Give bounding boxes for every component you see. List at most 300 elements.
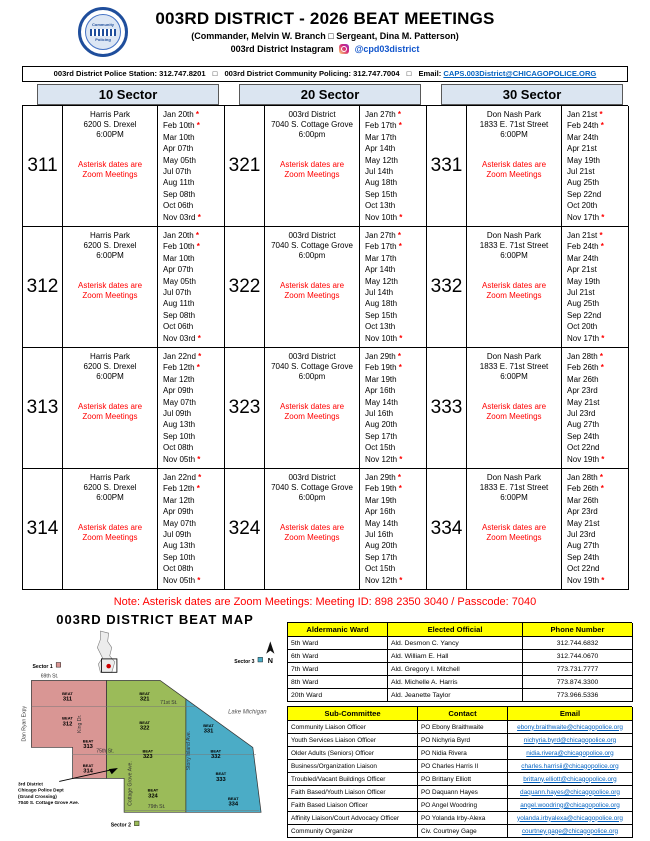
- map-beat-label-312: BEAT 312: [62, 715, 73, 728]
- zoom-asterisk: *: [397, 454, 403, 464]
- instagram-icon: [339, 44, 349, 54]
- map-beat-label-333: BEAT 333: [215, 771, 227, 783]
- table-cell: Community Organizer: [288, 825, 418, 838]
- street-label-71st: 71st St.: [160, 700, 178, 707]
- beat-dates-314: [158, 469, 225, 590]
- zoom-asterisk: *: [599, 212, 605, 222]
- table-cell: 6th Ward: [288, 650, 388, 663]
- map-sector3-region: [186, 699, 261, 812]
- location-line: 6:00PM: [96, 251, 124, 260]
- location-line: Don Nash Park: [486, 473, 542, 482]
- table-cell: 7th Ward: [288, 663, 388, 676]
- zoom-asterisk: *: [597, 352, 604, 361]
- meeting-date: Feb 26th *: [567, 484, 604, 494]
- table-cell: Affinity Liaison/Court Advocacy Officer: [288, 812, 418, 825]
- meeting-date: Sep 17th: [365, 552, 398, 562]
- meeting-date: Jan 22nd *: [163, 473, 202, 482]
- beat-number-313: 313: [23, 348, 63, 469]
- zoom-asterisk: *: [396, 242, 402, 252]
- meeting-date: Jan 21st *: [567, 231, 603, 240]
- zoom-asterisk: *: [597, 473, 604, 482]
- zoom-asterisk: *: [195, 454, 201, 464]
- instagram-handle[interactable]: @cpd03district: [354, 44, 420, 54]
- sector-header-30: 30 Sector: [441, 84, 623, 105]
- location-line: 6200 S. Drexel: [83, 483, 137, 492]
- meeting-date: Oct 15th: [365, 564, 396, 574]
- meeting-date: Apr 16th: [365, 386, 396, 396]
- zoom-asterisk: *: [194, 363, 200, 373]
- zoom-asterisk: *: [598, 121, 604, 131]
- beat-dates-321: [360, 106, 427, 227]
- map-beat-label-311: BEAT 311: [62, 690, 73, 703]
- meeting-date: Jan 22nd *: [163, 352, 202, 361]
- zoom-asterisk: *: [193, 231, 200, 240]
- beat-dates-311: [158, 106, 225, 227]
- email-link[interactable]: angel.woodring@chicagopolice.org: [508, 799, 633, 812]
- meeting-date: Sep 22nd: [567, 310, 602, 320]
- beat-number-321: 321: [225, 106, 265, 227]
- zoom-meetings-note: Asterisk dates are Zoom Meetings: [481, 160, 547, 179]
- table-cell: Youth Services Liaison Officer: [288, 734, 418, 747]
- map-block: [16, 612, 294, 835]
- table-cell: PO Daquann Hayes: [418, 786, 508, 799]
- beat-grid: [22, 105, 628, 590]
- meeting-date: Apr 07th: [163, 144, 194, 154]
- meeting-date: Sep 15th: [365, 189, 398, 199]
- zoom-meetings-note: Asterisk dates are Zoom Meetings: [77, 160, 143, 179]
- zoom-asterisk: *: [597, 110, 603, 119]
- meeting-date: Nov 19th *: [567, 454, 605, 464]
- beat-dates-322: [360, 227, 427, 348]
- hq-annotation-line: 3rd District: [18, 782, 43, 788]
- map-beat-label-322: BEAT 322: [139, 719, 151, 732]
- zoom-asterisk: *: [195, 333, 201, 343]
- meeting-date: Sep 17th: [365, 431, 398, 441]
- sector2-legend-square: [134, 821, 139, 826]
- sector1-legend-square: [56, 663, 61, 668]
- street-label-75th: 75th St.: [96, 748, 114, 755]
- map-beat-label-314: BEAT 314: [82, 763, 94, 775]
- zoom-asterisk: *: [396, 121, 402, 131]
- map-beat-label-321: BEAT 321: [139, 690, 151, 703]
- beat-dates-331: [562, 106, 629, 227]
- map-beat-label-324: BEAT 324: [147, 787, 159, 800]
- email-link[interactable]: charles.harrisii@chicagopolice.org: [508, 760, 633, 773]
- meeting-date: Sep 08th: [163, 310, 196, 320]
- beat-dates-312: [158, 227, 225, 348]
- location-line: Harris Park: [89, 473, 130, 482]
- zoom-asterisk: *: [598, 484, 604, 494]
- meeting-date: Mar 24th: [567, 132, 599, 142]
- table-cell: Community Liaison Officer: [288, 721, 418, 734]
- zoom-asterisk: *: [397, 575, 403, 585]
- beat-number-314: 314: [23, 469, 63, 590]
- table-cell: 312.744.6832: [523, 637, 633, 650]
- meeting-date: Feb 19th *: [365, 363, 402, 373]
- logo-checker-band: [90, 29, 117, 36]
- location-line: 003rd District: [288, 110, 336, 119]
- caps-email-link[interactable]: CAPS.003District@CHICAGOPOLICE.ORG: [443, 69, 597, 78]
- ward-table: [287, 622, 632, 702]
- hq-annotation-line: (Grand Crossing): [18, 794, 57, 800]
- zoom-asterisk: *: [599, 454, 605, 464]
- meeting-date: Nov 12th *: [365, 575, 403, 585]
- beat-dates-323: [360, 348, 427, 469]
- meeting-date: Aug 25th: [567, 178, 600, 188]
- table-cell: Older Adults (Seniors) Officer: [288, 747, 418, 760]
- beat-location-333: [467, 348, 562, 469]
- location-line: 003rd District: [288, 352, 336, 361]
- meeting-date: Oct 15th: [365, 443, 396, 453]
- zoom-meetings-note: Asterisk dates are Zoom Meetings: [279, 160, 345, 179]
- meeting-date: May 21st: [567, 518, 600, 528]
- table-cell: Civ. Courtney Gage: [418, 825, 508, 838]
- beat-location-322: [265, 227, 360, 348]
- column-header: Phone Number: [523, 623, 633, 637]
- sector3-label: Sector 3: [234, 659, 255, 666]
- beat-location-323: [265, 348, 360, 469]
- meeting-date: Oct 08th: [163, 443, 194, 453]
- meeting-date: Nov 12th *: [365, 454, 403, 464]
- compass-arrow-icon: [266, 641, 274, 653]
- meeting-date: May 14th: [365, 397, 398, 407]
- meeting-date: Apr 07th: [163, 265, 194, 275]
- meeting-date: Aug 25th: [567, 299, 600, 309]
- meeting-date: Apr 21st: [567, 144, 597, 154]
- meeting-date: Apr 16th: [365, 507, 396, 517]
- city-inset-outline: [97, 631, 115, 672]
- column-header: Aldermanic Ward: [288, 623, 388, 637]
- meeting-date: Sep 10th: [163, 431, 196, 441]
- meeting-date: Mar 26th: [567, 374, 599, 384]
- column-header: Elected Official: [388, 623, 523, 637]
- sector-header-10: 10 Sector: [37, 84, 219, 105]
- meeting-date: Jul 09th: [163, 409, 192, 419]
- meeting-date: Jan 28th *: [567, 473, 604, 482]
- meeting-date: Apr 09th: [163, 507, 194, 517]
- zoom-asterisk: *: [193, 110, 200, 119]
- meeting-date: Nov 19th *: [567, 575, 605, 585]
- zoom-asterisk: *: [194, 242, 200, 252]
- meeting-date: Sep 15th: [365, 310, 398, 320]
- meeting-date: Aug 27th: [567, 541, 600, 551]
- meeting-date: Feb 12th *: [163, 363, 200, 373]
- zoom-asterisk: *: [397, 212, 403, 222]
- zoom-asterisk: *: [598, 363, 604, 373]
- sector-header-row: [22, 84, 628, 105]
- meeting-date: Mar 12th: [163, 495, 195, 505]
- beat-number-312: 312: [23, 227, 63, 348]
- meeting-date: Mar 10th: [163, 253, 195, 263]
- meeting-date: Apr 09th: [163, 386, 194, 396]
- page-title: 003RD DISTRICT - 2026 BEAT MEETINGS: [155, 9, 495, 28]
- email-link[interactable]: ebony.braithwaite@chicagopolice.org: [508, 721, 633, 734]
- table-cell: Ald. Desmon C. Yancy: [388, 637, 523, 650]
- meeting-date: May 19th: [567, 276, 600, 286]
- meeting-date: May 07th: [163, 518, 196, 528]
- meeting-date: Jan 29th *: [365, 473, 402, 482]
- beat-number-331: 331: [427, 106, 467, 227]
- meeting-date: Jul 21st: [567, 167, 595, 177]
- table-cell: 773.874.3300: [523, 676, 633, 689]
- meeting-date: Nov 05th *: [163, 454, 201, 464]
- sector3-legend-square: [258, 657, 263, 662]
- beat-location-334: [467, 469, 562, 590]
- location-line: 6:00pm: [298, 130, 326, 139]
- zoom-meetings-note: Asterisk dates are Zoom Meetings: [77, 523, 143, 542]
- meeting-date: Aug 20th: [365, 541, 398, 551]
- meeting-date: Feb 17th *: [365, 121, 402, 131]
- zoom-meetings-note: Asterisk dates are Zoom Meetings: [279, 281, 345, 300]
- meeting-date: Jan 27th *: [365, 110, 402, 119]
- sector2-label: Sector 2: [110, 822, 131, 829]
- meeting-date: Nov 05th *: [163, 575, 201, 585]
- community-policing-phone: 003rd District Community Policing: 312.747.7004: [224, 69, 400, 78]
- meeting-date: Jan 20th *: [163, 110, 200, 119]
- meeting-date: Aug 13th: [163, 541, 196, 551]
- meeting-date: Nov 17th *: [567, 212, 605, 222]
- instagram-label: 003rd District Instagram: [230, 44, 334, 54]
- street-label-king-dr: King Dr.: [76, 714, 83, 733]
- meeting-date: Jul 23rd: [567, 409, 596, 419]
- location-line: Harris Park: [89, 231, 130, 240]
- meeting-date: Jan 29th *: [365, 352, 402, 361]
- email-label: Email:: [418, 69, 442, 78]
- email-link[interactable]: nidia.rivera@chicagopolice.org: [508, 747, 633, 760]
- location-line: 6:00pm: [298, 493, 326, 502]
- meeting-date: Apr 23rd: [567, 507, 598, 517]
- location-line: 003rd District: [288, 473, 336, 482]
- zoom-meetings-note: Asterisk dates are Zoom Meetings: [77, 402, 143, 421]
- beat-number-323: 323: [225, 348, 265, 469]
- meeting-date: Jul 16th: [365, 530, 394, 540]
- zoom-asterisk: *: [597, 231, 603, 240]
- meeting-date: Jul 14th: [365, 288, 394, 298]
- zoom-asterisk: *: [195, 575, 201, 585]
- location-line: Don Nash Park: [486, 352, 542, 361]
- meeting-date: Jan 21st *: [567, 110, 603, 119]
- zoom-asterisk: *: [599, 575, 605, 585]
- meeting-date: May 12th: [365, 276, 398, 286]
- meeting-date: May 19th: [567, 155, 600, 165]
- location-line: 6:00PM: [500, 251, 528, 260]
- map-beat-label-323: BEAT 323: [142, 748, 154, 761]
- meeting-date: Nov 10th *: [365, 212, 403, 222]
- meeting-date: Feb 26th *: [567, 363, 604, 373]
- meeting-date: May 14th: [365, 518, 398, 528]
- table-cell: Faith Based/Youth Liaison Officer: [288, 786, 418, 799]
- beat-location-314: [63, 469, 158, 590]
- location-line: 6200 S. Drexel: [83, 362, 137, 371]
- beat-dates-324: [360, 469, 427, 590]
- meeting-date: Jul 16th: [365, 409, 394, 419]
- logo-text-bottom: Policing: [95, 36, 111, 42]
- meeting-date: Mar 19th: [365, 374, 397, 384]
- beat-number-324: 324: [225, 469, 265, 590]
- beat-dates-334: [562, 469, 629, 590]
- location-line: 1833 E. 71st Street: [479, 120, 549, 129]
- location-line: 6:00PM: [500, 493, 528, 502]
- email-link[interactable]: yolanda.irbyalexa@chicagopolice.org: [508, 812, 633, 825]
- location-line: Harris Park: [89, 110, 130, 119]
- location-line: 6:00PM: [500, 130, 528, 139]
- location-line: 7040 S. Cottage Grove: [271, 241, 353, 250]
- beat-location-313: [63, 348, 158, 469]
- hq-annotation-line: 7040 S. Cottage Grove Ave.: [18, 801, 80, 807]
- location-line: 7040 S. Cottage Grove: [271, 483, 353, 492]
- meeting-date: Oct 20th: [567, 322, 598, 332]
- beat-number-332: 332: [427, 227, 467, 348]
- zoom-asterisk: *: [397, 333, 403, 343]
- meeting-date: Apr 21st: [567, 265, 597, 275]
- meeting-date: Feb 24th *: [567, 121, 604, 131]
- beat-number-322: 322: [225, 227, 265, 348]
- meeting-date: Oct 22nd: [567, 564, 600, 574]
- compass-n-label: N: [267, 656, 273, 666]
- beat-location-332: [467, 227, 562, 348]
- meeting-date: Apr 23rd: [567, 386, 598, 396]
- meeting-date: Jul 23rd: [567, 530, 596, 540]
- district-location-dot: [106, 664, 111, 669]
- beat-dates-332: [562, 227, 629, 348]
- email-link[interactable]: daquann.hayes@chicagopolice.org: [508, 786, 633, 799]
- table-cell: Ald. William E. Hall: [388, 650, 523, 663]
- meeting-date: Mar 26th: [567, 495, 599, 505]
- zoom-asterisk: *: [195, 352, 202, 361]
- contact-tables: [287, 622, 632, 838]
- location-line: 6200 S. Drexel: [83, 120, 137, 129]
- zoom-asterisk: *: [395, 473, 402, 482]
- meeting-date: Oct 20th: [567, 201, 598, 211]
- beat-dates-313: [158, 348, 225, 469]
- zoom-asterisk: *: [195, 473, 202, 482]
- zoom-meetings-note: Asterisk dates are Zoom Meetings: [481, 402, 547, 421]
- logo-text-top: Community: [92, 21, 114, 27]
- separator: □: [406, 69, 412, 78]
- beat-dates-333: [562, 348, 629, 469]
- meeting-date: Aug 18th: [365, 178, 398, 188]
- table-cell: PO Brittany Elliott: [418, 773, 508, 786]
- map-beat-label-332: BEAT 332: [210, 748, 222, 761]
- street-label-dan-ryan: Dan Ryan Expy: [21, 705, 28, 742]
- map-title: 003RD DISTRICT BEAT MAP: [56, 612, 254, 627]
- zoom-asterisk: *: [396, 363, 402, 373]
- table-cell: 773.731.7777: [523, 663, 633, 676]
- meeting-date: Jan 27th *: [365, 231, 402, 240]
- location-line: 1833 E. 71st Street: [479, 241, 549, 250]
- beat-number-311: 311: [23, 106, 63, 227]
- zoom-asterisk: *: [395, 352, 402, 361]
- meeting-date: Nov 03rd *: [163, 212, 201, 222]
- meeting-date: Oct 22nd: [567, 443, 600, 453]
- meeting-date: Mar 24th: [567, 253, 599, 263]
- meeting-date: May 12th: [365, 155, 398, 165]
- meeting-date: Jul 09th: [163, 530, 192, 540]
- meeting-date: Mar 12th: [163, 374, 195, 384]
- logo-inner: [85, 14, 121, 50]
- map-beat-label-313: BEAT 313: [82, 738, 94, 750]
- beat-number-334: 334: [427, 469, 467, 590]
- zoom-meetings-note: Asterisk dates are Zoom Meetings: [279, 523, 345, 542]
- meeting-date: Oct 06th: [163, 322, 194, 332]
- contact-bar: [22, 66, 628, 82]
- beat-location-321: [265, 106, 360, 227]
- street-label-79th: 79th St.: [147, 804, 166, 811]
- email-link[interactable]: nichyria.byrd@chicagopolice.org: [508, 734, 633, 747]
- meeting-date: Feb 10th *: [163, 121, 200, 131]
- map-beat-label-334: BEAT 334: [227, 795, 239, 808]
- map-beat-label-331: BEAT 331: [203, 722, 214, 735]
- meeting-date: Apr 14th: [365, 265, 396, 275]
- subcommittee-table: [287, 706, 632, 838]
- zoom-asterisk: *: [396, 484, 402, 494]
- meeting-date: Jul 14th: [365, 167, 394, 177]
- table-cell: 20th Ward: [288, 689, 388, 702]
- sector1-label: Sector 1: [32, 664, 53, 671]
- meeting-date: Mar 19th: [365, 495, 397, 505]
- location-line: Don Nash Park: [486, 231, 542, 240]
- zoom-asterisk: *: [194, 121, 200, 131]
- beat-location-331: [467, 106, 562, 227]
- meeting-date: Jan 28th *: [567, 352, 604, 361]
- email-link[interactable]: brittany.elliott@chicagopolice.org: [508, 773, 633, 786]
- zoom-meetings-note: Asterisk dates are Zoom Meetings: [279, 402, 345, 421]
- meeting-date: Feb 19th *: [365, 484, 402, 494]
- table-cell: PO Charles Harris II: [418, 760, 508, 773]
- meeting-date: Sep 24th: [567, 552, 600, 562]
- location-line: 6:00PM: [96, 493, 124, 502]
- meeting-date: Nov 17th *: [567, 333, 605, 343]
- meeting-date: Sep 10th: [163, 552, 196, 562]
- column-header: Sub-Committee: [288, 707, 418, 721]
- table-cell: PO Ebony Braithwaite: [418, 721, 508, 734]
- community-policing-logo: [78, 7, 128, 57]
- location-line: 6:00pm: [298, 372, 326, 381]
- meeting-date: Feb 12th *: [163, 484, 200, 494]
- meeting-date: Jan 20th *: [163, 231, 200, 240]
- meeting-date: Mar 17th: [365, 132, 397, 142]
- meeting-date: Mar 17th: [365, 253, 397, 263]
- meeting-date: Apr 14th: [365, 144, 396, 154]
- location-line: 6:00pm: [298, 251, 326, 260]
- separator: □: [212, 69, 218, 78]
- beat-map: [16, 629, 294, 835]
- zoom-meetings-note: Asterisk dates are Zoom Meetings: [77, 281, 143, 300]
- meeting-date: Nov 03rd *: [163, 333, 201, 343]
- table-cell: 312.744.0670: [523, 650, 633, 663]
- table-cell: Ald. Michelle A. Harris: [388, 676, 523, 689]
- meeting-date: Oct 06th: [163, 201, 194, 211]
- location-line: 1833 E. 71st Street: [479, 362, 549, 371]
- table-cell: PO Nidia Rivera: [418, 747, 508, 760]
- beat-location-312: [63, 227, 158, 348]
- beat-location-324: [265, 469, 360, 590]
- meeting-date: Oct 13th: [365, 201, 396, 211]
- hq-annotation-line: Chicago Police Dept: [18, 788, 64, 794]
- meeting-date: Sep 22nd: [567, 189, 602, 199]
- meeting-date: Aug 20th: [365, 420, 398, 430]
- zoom-note-line: Note: Asterisk dates are Zoom Meetings: Meeting ID: 898 2350 3040 / Passcode: 7040: [113, 596, 537, 608]
- email-link[interactable]: courtney.gage@chicagopolice.org: [508, 825, 633, 838]
- zoom-meetings-note: Asterisk dates are Zoom Meetings: [481, 523, 547, 542]
- table-cell: 773.966.5336: [523, 689, 633, 702]
- meeting-date: Feb 17th *: [365, 242, 402, 252]
- street-label-cottage-grove: Cottage Grove Ave.: [127, 761, 134, 806]
- location-line: 7040 S. Cottage Grove: [271, 362, 353, 371]
- meeting-date: Aug 27th: [567, 420, 600, 430]
- meeting-date: Aug 11th: [163, 299, 195, 309]
- table-cell: Ald. Gregory I. Mitchell: [388, 663, 523, 676]
